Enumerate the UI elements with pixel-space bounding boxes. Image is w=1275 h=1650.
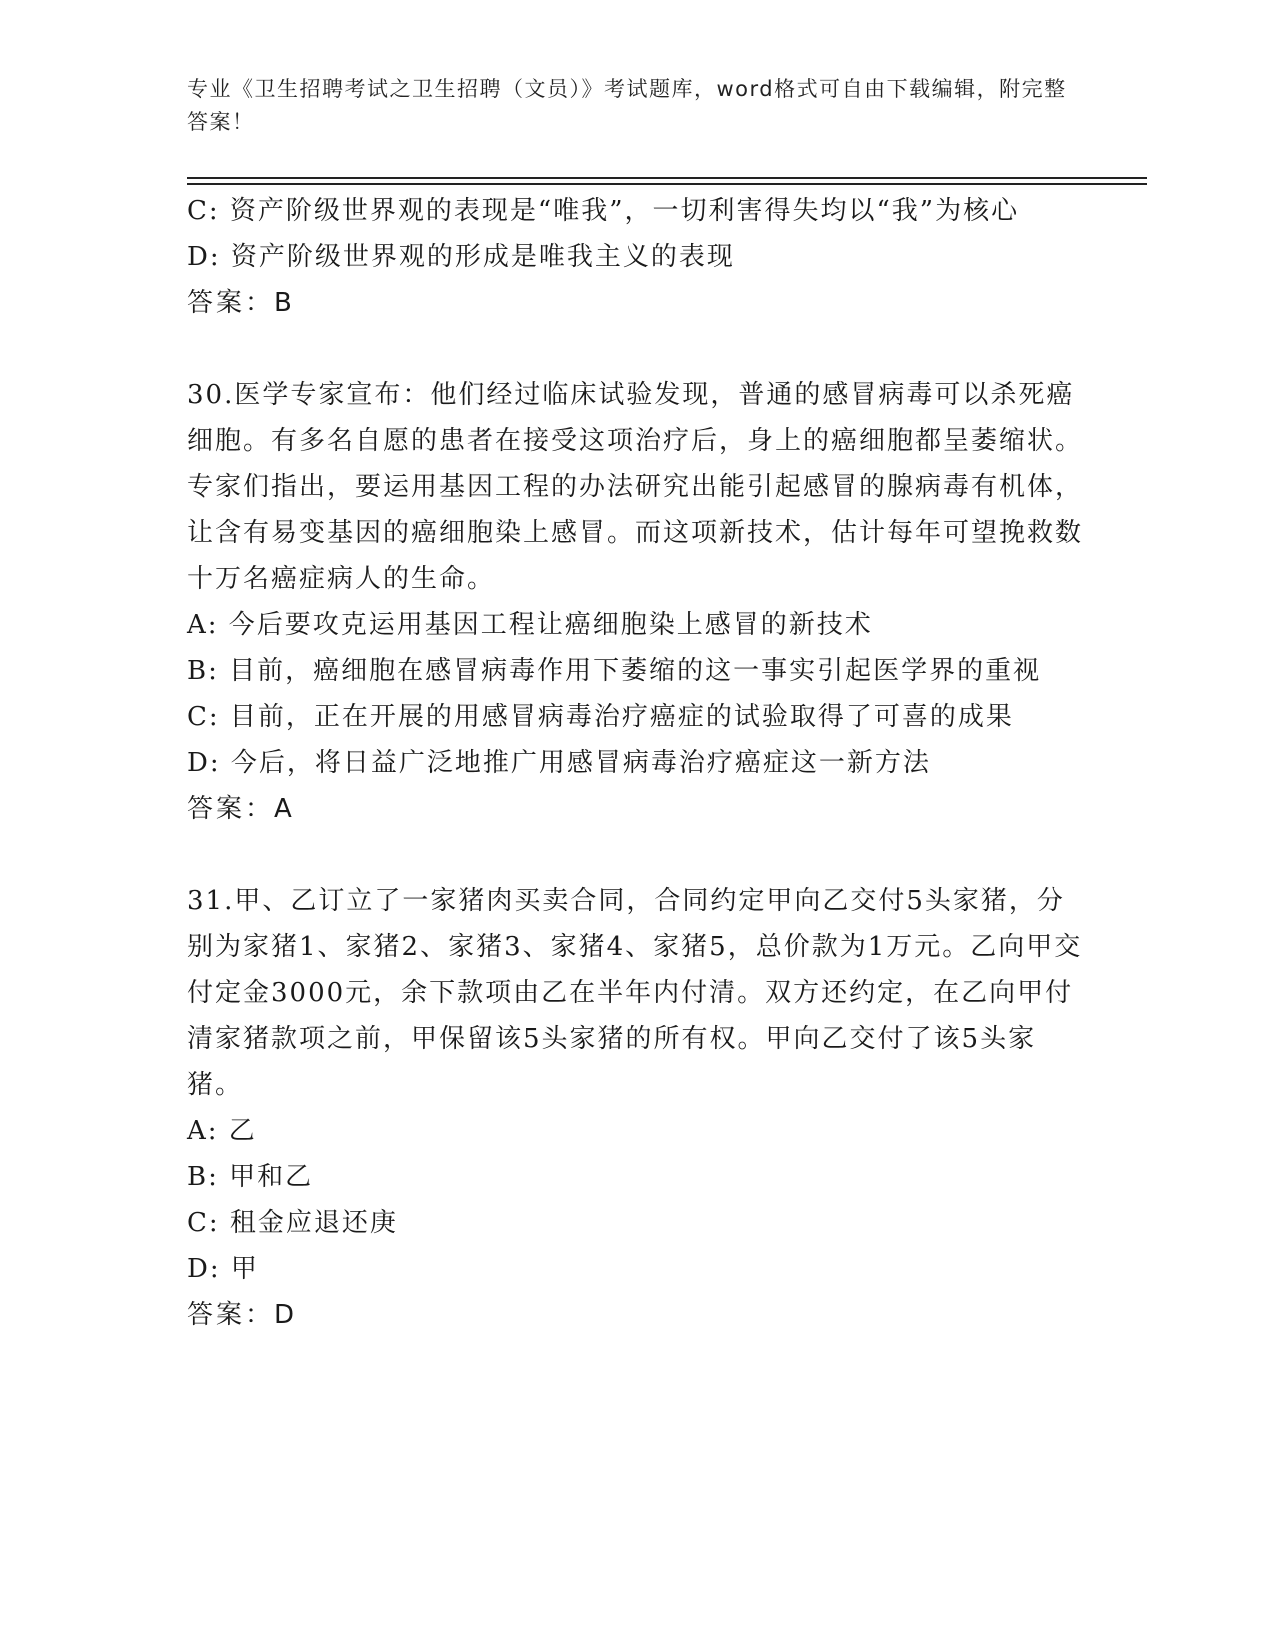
- header-divider-top: [187, 177, 1147, 179]
- q30-stem: 30.医学专家宣布：他们经过临床试验发现，普通的感冒病毒可以杀死癌细胞。有多名自愿的患者在接受这项治疗后，身上的癌细胞都呈萎缩状。专家们指出，要运用基因工程的办法研究出能引起感冒的腺病毒有机体，让含有易变基因的癌细胞染上感冒。而这项新技术，估计每年可望挽救数十万名癌症病人的生命。: [187, 380, 1084, 594]
- q30-answer: 答案：A: [187, 794, 295, 824]
- q30-option-c: C: 目前，正在开展的用感冒病毒治疗癌症的试验取得了可喜的成果: [187, 702, 1014, 732]
- header-divider-bottom: [187, 183, 1147, 185]
- q31-option-a: A: 乙: [187, 1116, 257, 1146]
- q31-answer: 答案：D: [187, 1300, 298, 1330]
- question-content: [187, 188, 1087, 1338]
- q29-option-c: C: 资产阶级世界观的表现是“唯我”，一切利害得失均以“我”为核心: [187, 196, 1020, 226]
- q31-option-d: D: 甲: [187, 1254, 259, 1284]
- document-header: 专业《卫生招聘考试之卫生招聘（文员）》考试题库，word格式可自由下载编辑，附完整答案！: [187, 77, 1067, 134]
- q30-option-d: D: 今后，将日益广泛地推广用感冒病毒治疗癌症这一新方法: [187, 748, 931, 778]
- spacer: [187, 832, 1087, 878]
- q30-option-a: A: 今后要攻克运用基因工程让癌细胞染上感冒的新技术: [187, 610, 873, 640]
- q29-answer: 答案：B: [187, 288, 295, 318]
- q31-stem: 31.甲、乙订立了一家猪肉买卖合同，合同约定甲向乙交付5头家猪，分别为家猪1、家猪2、家猪3、家猪4、家猪5，总价款为1万元。乙向甲交付定金3000元，余下款项由乙在半年内付清。双方还约定，在乙向甲付清家猪款项之前，甲保留该5头家猪的所有权。甲向乙交付了该5头家猪。: [187, 886, 1083, 1100]
- q30-option-b: B: 目前，癌细胞在感冒病毒作用下萎缩的这一事实引起医学界的重视: [187, 656, 1042, 686]
- q29-option-d: D: 资产阶级世界观的形成是唯我主义的表现: [187, 242, 735, 272]
- spacer: [187, 326, 1087, 372]
- q31-option-b: B: 甲和乙: [187, 1162, 314, 1192]
- q31-option-c: C: 租金应退还庚: [187, 1208, 398, 1238]
